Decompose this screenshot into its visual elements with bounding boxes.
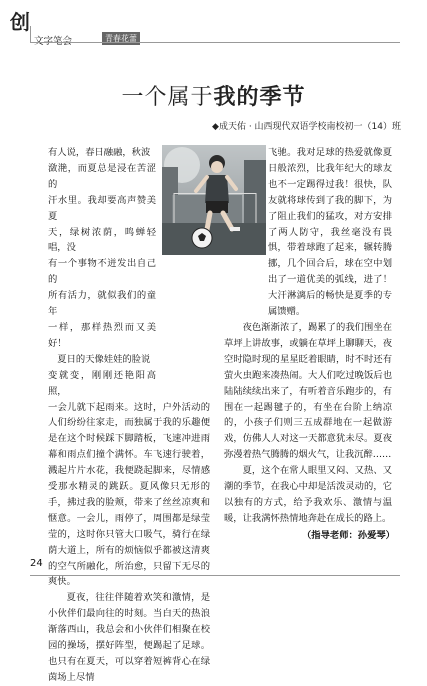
- header-divider: [30, 42, 400, 43]
- page-number: 24: [30, 558, 43, 569]
- column-big-char: 创: [10, 10, 30, 34]
- text-line: 变就变，刚刚还艳阳高照，: [48, 369, 156, 397]
- left-column: [48, 145, 210, 686]
- text-line: 有一个事物不迸发出自己的: [48, 258, 156, 286]
- right-column-wrapped-text: [224, 145, 392, 320]
- column-name: 文字笔会: [34, 36, 73, 47]
- column-header: [10, 6, 170, 54]
- article-title: [0, 80, 427, 111]
- sub-column-badge: 青春花蕾: [102, 32, 140, 45]
- left-column-wrapped-text: [48, 145, 156, 400]
- header-divider-tick: [30, 26, 31, 42]
- text-line: 汗水里。我却要高声赞美夏: [48, 194, 156, 222]
- footer-divider: [30, 575, 400, 576]
- advisor-credit: （指导老师：孙爱琴）: [302, 530, 395, 541]
- author-byline: ◆成天佑 · 山西现代双语学校南校初一（14）班: [212, 122, 401, 132]
- text-line: 潋滟，而夏总是浸在苦涩的: [48, 162, 156, 190]
- paragraph: 飞驰。我对足球的热爱就像夏日般浓烈，比我年纪大的球友也不一定踢得过我！很快，队友就将球传到了我的脚下，为了阻止我们的猛攻，对方安排了两人防守，我丝毫没有畏惧，带着球跑了起来，辗转腾挪，几个回合后，球在空中划出了一道优美的弧线，进了！大汗淋漓后的畅快是夏季的专属馈赠。: [268, 147, 392, 318]
- text-line: 夏日的天像娃娃的脸说: [48, 353, 151, 365]
- title-part-2: 我的季节: [213, 85, 306, 110]
- paragraph: 夜色渐渐浓了，踢累了的我们围坐在草坪上讲故事，或躺在草坪上聊聊天，夜空时隐时现的星星眨着眼睛，时不时还有萤火虫跑来凑热闹。大人们吃过晚饭后也陆陆续续出来了，有听着音乐跑步的，有围在一起踢毽子的，有坐在台阶上纳凉的，小孩子们则三五成群地在一起做游戏，仿佛人人对这一天都意犹未尽。夏夜弥漫着热气腾腾的烟火气，让我沉醉……: [224, 321, 392, 461]
- title-part-1: 一个属于: [121, 85, 214, 110]
- paragraph: 夏夜，往往伴随着欢笑和激情，是小伙伴们最向往的时刻。当白天的热浪渐落西山，我总会和小伙伴们相聚在校园的操场，摆好阵型，便踢起了足球。也只有在夏天，可以穿着短裤背心在绿茵场上尽情: [48, 592, 210, 683]
- text-line: 天，绿树浓荫，鸣蝉轻唱，没: [48, 226, 156, 254]
- text-line: 一样，那样热烈而又美好！: [48, 321, 156, 349]
- paragraph: 一会儿就下起雨来。这时，户外活动的人们纷纷往家走，而独属于我的乐趣便是在这个时候踩下脚踏板，飞速冲进雨幕和雨点们撞个满怀。车飞速行驶着，溅起片片水花，我便跷起脚来，尽情感受那水精灵的跳跃。夏风像只无形的手，拂过我的脸颊，带来了丝丝凉爽和惬意。一会儿，雨停了，周围都是绿莹莹的，这时你只管大口吸气，骑行在绿荫大道上，所有的烦恼似乎都被这清爽的空气所融化，所治愈，只留下无尽的爽快。: [48, 401, 210, 588]
- text-line: 所有活力，就似我们的童年: [48, 290, 156, 318]
- text-line: 有人说，春日融融，秋波: [48, 147, 151, 158]
- paragraph: 夏，这个在常人眼里又闷、又热、又潮的季节，在我心中却是活泼灵动的，它以独有的方式，给予我欢乐、激情与温暖，让我满怀热情地奔赴在成长的路上。: [224, 465, 392, 524]
- right-column: [224, 145, 392, 527]
